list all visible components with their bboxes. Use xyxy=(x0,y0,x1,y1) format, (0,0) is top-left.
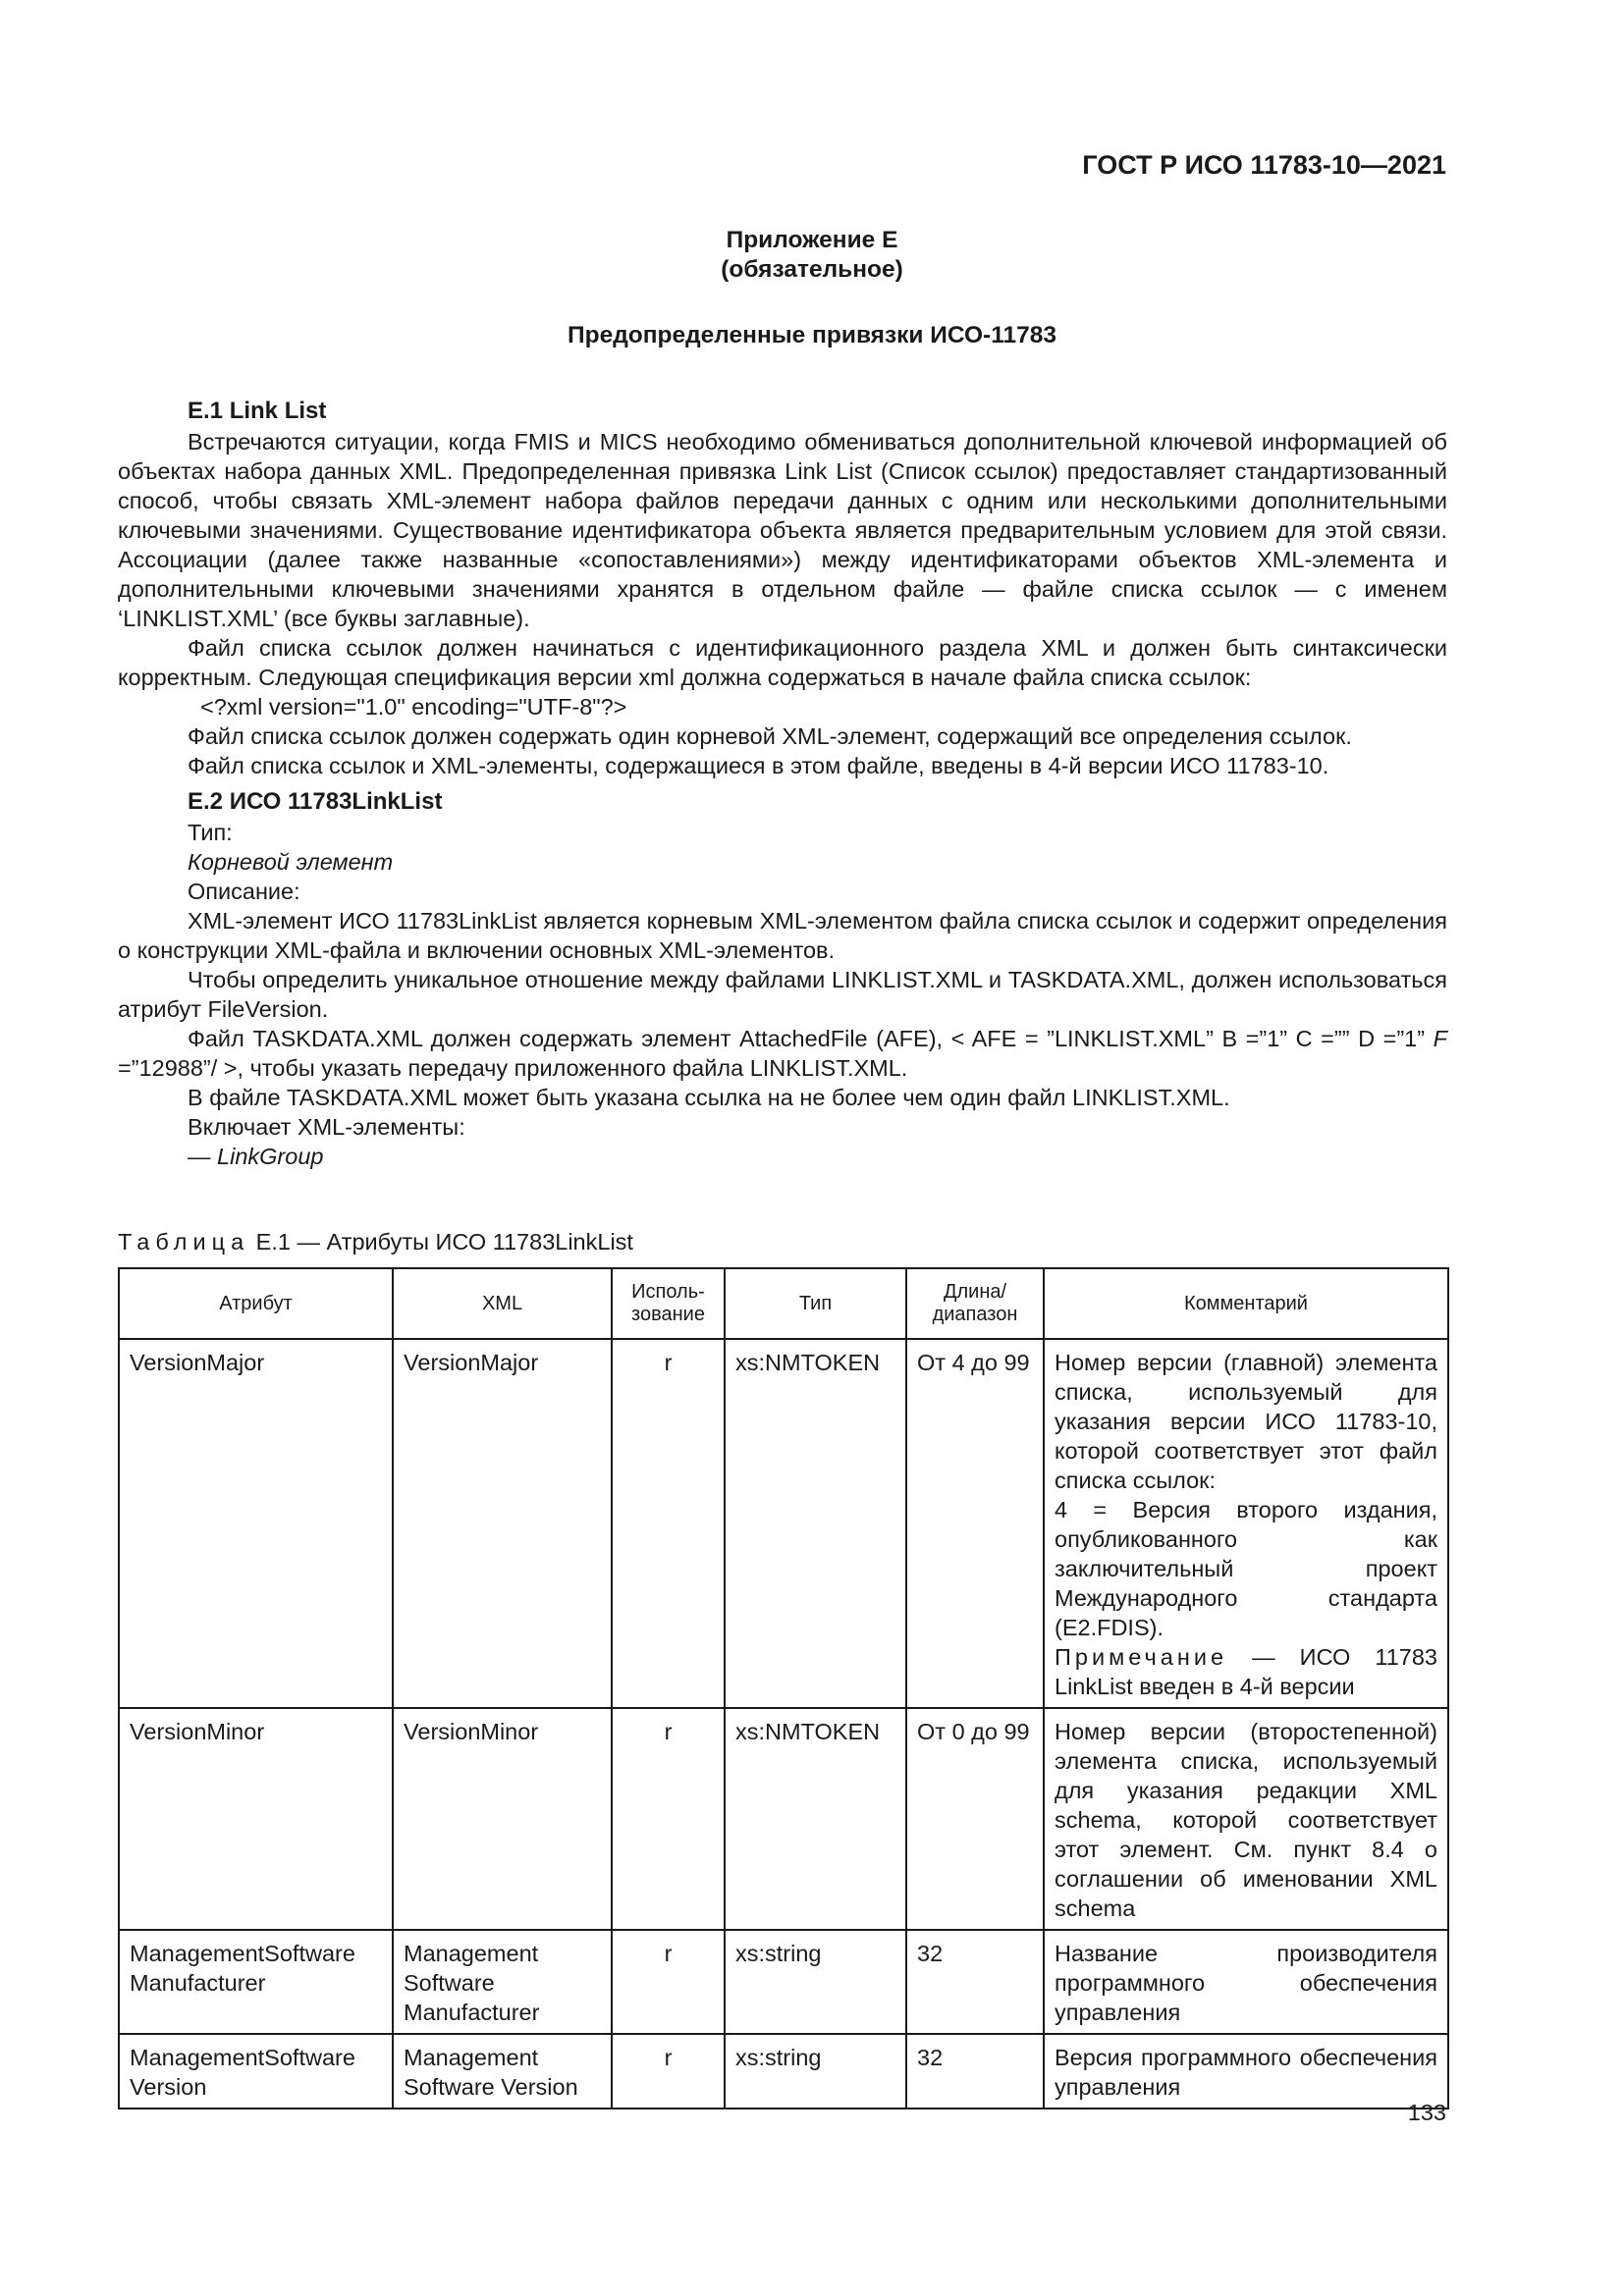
includes-label: Включает XML-элементы: xyxy=(188,1114,465,1140)
column-header-xml: XML xyxy=(393,1268,612,1339)
appendix-label: Приложение Е xyxy=(726,227,898,253)
includes-item xyxy=(118,1142,1447,1171)
paragraph: Встречаются ситуации, когда FMIS и MICS необходимо обмениваться дополнительной ключевой информацией об объектах набора данных XML. Предопределенная привязка Link List (Список ссылок) предоставляет стандартизованный способ, чтобы связать XML-элемент набора файлов передачи данных с одним или несколькими дополнительными ключевыми значениями. Существование идентификатора объекта является предварительным условием для этой связи. Ассоциации (далее также названные «сопоставлениями») между идентификаторами объектов XML-элемента и дополнительными ключевыми значениями хранятся в отдельном файле — файле списка ссылок — с именем ‘LINKLIST.XML’ (все буквы заглавные). xyxy=(118,429,1447,631)
table-header-row xyxy=(119,1268,1448,1339)
note-text: — ИСО 11783 LinkList введен в 4-й версии xyxy=(1055,1644,1437,1699)
paragraph: XML-элемент ИСО 11783LinkList является корневым XML-элементом файла списка ссылок и содержит определения о конструкции XML-файла и включении основных XML-элементов. xyxy=(118,908,1447,963)
xml-declaration-code: <?xml version="1.0" encoding="UTF-8"?> xyxy=(200,694,627,720)
paragraph xyxy=(118,1024,1447,1083)
cell-type: xs:NMTOKEN xyxy=(725,1339,906,1708)
cell-comment: Номер версии (второстепенной) элемента списка, используемый для указания редакции XML schema, которой соответствует этот элемент. См. пункт 8.4 о соглашении об именовании XML schema xyxy=(1044,1708,1448,1930)
appendix-title: Предопределенные привязки ИСО-11783 xyxy=(568,322,1056,348)
table-row xyxy=(119,1930,1448,2034)
cell-type: xs:string xyxy=(725,1930,906,2034)
cell-usage: r xyxy=(612,1708,725,1930)
cell-comment: Версия программного обеспечения управления xyxy=(1044,2034,1448,2109)
column-header-comment: Комментарий xyxy=(1044,1268,1448,1339)
comment-text: 4 = Версия второго издания, опубликованного как заключительный проект Международного стандарта (E2.FDIS). xyxy=(1055,1497,1437,1640)
includes-item-text: — LinkGroup xyxy=(188,1144,324,1169)
column-header-attribute: Атрибут xyxy=(119,1268,393,1339)
type-label: Тип: xyxy=(188,820,233,845)
column-header-range: Длина/ диапазон xyxy=(906,1268,1044,1339)
section-heading-e1: Е.1 Link List xyxy=(188,398,327,424)
cell-range: От 0 до 99 xyxy=(906,1708,1044,1930)
description-label: Описание: xyxy=(188,879,300,904)
paragraph: Файл списка ссылок должен начинаться с идентификационного раздела XML и должен быть синтаксически корректным. Следующая спецификация версии xml должна содержаться в начале файла списка ссылок: xyxy=(118,635,1447,690)
note-label: Примечание xyxy=(1055,1644,1228,1670)
cell-range: 32 xyxy=(906,2034,1044,2109)
section-heading-e2: Е.2 ИСО 11783LinkList xyxy=(188,788,443,815)
cell-xml: VersionMajor xyxy=(393,1339,612,1708)
appendix-status: (обязательное) xyxy=(721,256,903,283)
column-header-type: Тип xyxy=(725,1268,906,1339)
cell-usage: r xyxy=(612,1339,725,1708)
comment-note xyxy=(1055,1642,1437,1701)
table-row xyxy=(119,1339,1448,1708)
table-caption-text: Е.1 — Атрибуты ИСО 11783LinkList xyxy=(249,1229,633,1255)
cell-type: xs:NMTOKEN xyxy=(725,1708,906,1930)
table-row xyxy=(119,2034,1448,2109)
paragraph-text: Файл TASKDATA.XML должен содержать элемент AttachedFile (AFE), < AFE = ”LINKLIST.XML” B =”1” C =”” D =”1” xyxy=(188,1026,1434,1051)
cell-usage: r xyxy=(612,1930,725,2034)
paragraph: Чтобы определить уникальное отношение между файлами LINKLIST.XML и TASKDATA.XML, должен использоваться атрибут FileVersion. xyxy=(118,967,1447,1022)
attributes-table xyxy=(118,1267,1449,2109)
page-number: 133 xyxy=(1407,2100,1446,2125)
appendix-heading xyxy=(0,226,1624,285)
cell-attribute: VersionMinor xyxy=(119,1708,393,1930)
document-body xyxy=(118,396,1447,1171)
cell-range: От 4 до 99 xyxy=(906,1339,1044,1708)
cell-xml: Management Software Version xyxy=(393,2034,612,2109)
table-caption xyxy=(118,1227,633,1256)
attribute-f: F xyxy=(1433,1026,1447,1051)
column-header-usage: Исполь-зование xyxy=(612,1268,725,1339)
table-row xyxy=(119,1708,1448,1930)
cell-attribute: ManagementSoftware Manufacturer xyxy=(119,1930,393,2034)
cell-xml: VersionMinor xyxy=(393,1708,612,1930)
paragraph: Файл списка ссылок и XML-элементы, содержащиеся в этом файле, введены в 4-й версии ИСО 11783-10. xyxy=(188,753,1329,778)
cell-attribute: ManagementSoftware Version xyxy=(119,2034,393,2109)
cell-range: 32 xyxy=(906,1930,1044,2034)
type-value: Корневой элемент xyxy=(188,849,394,875)
cell-comment: Название производителя программного обеспечения управления xyxy=(1044,1930,1448,2034)
cell-xml: Management Software Manufacturer xyxy=(393,1930,612,2034)
cell-attribute: VersionMajor xyxy=(119,1339,393,1708)
cell-usage: r xyxy=(612,2034,725,2109)
paragraph-text: =”12988”/ >, чтобы указать передачу приложенного файла LINKLIST.XML. xyxy=(118,1055,908,1081)
standard-header: ГОСТ Р ИСО 11783-10—2021 xyxy=(1082,150,1446,180)
table-caption-prefix: Таблица xyxy=(118,1229,250,1255)
comment-text: Номер версии (главной) элемента списка, используемый для указания версии ИСО 11783-10, которой соответствует этот файл списка ссылок: xyxy=(1055,1350,1437,1493)
paragraph: В файле TASKDATA.XML может быть указана ссылка на не более чем один файл LINKLIST.XML. xyxy=(188,1085,1230,1110)
cell-comment xyxy=(1044,1339,1448,1708)
paragraph: Файл списка ссылок должен содержать один корневой XML-элемент, содержащий все определения ссылок. xyxy=(188,723,1352,749)
cell-type: xs:string xyxy=(725,2034,906,2109)
